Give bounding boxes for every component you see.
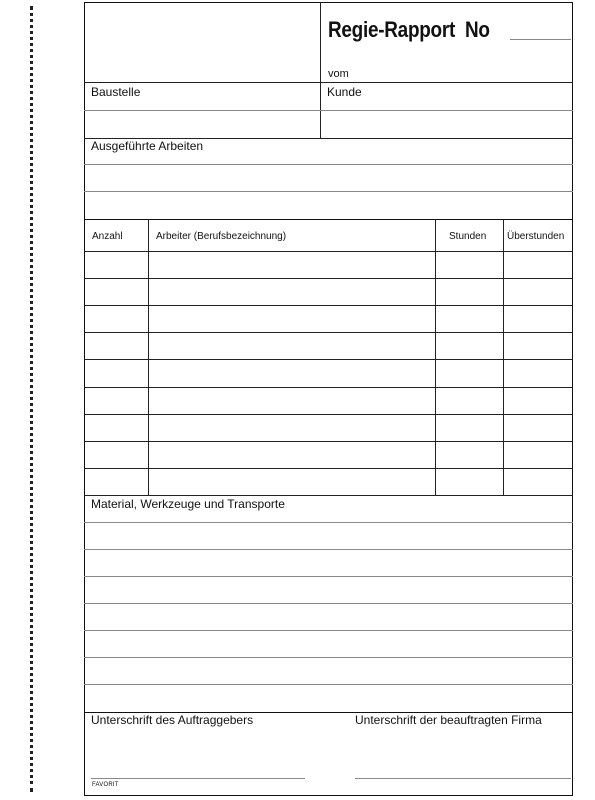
date-label: vom [328,68,349,80]
table-row[interactable] [84,468,573,469]
material-line[interactable] [84,657,573,658]
client-label: Kunde [327,85,362,99]
brand-mark: FAVORIT [92,782,119,788]
page-title [328,17,490,43]
table-row[interactable] [84,278,573,279]
table-row[interactable] [84,332,573,333]
client-signature-line[interactable] [91,778,305,779]
site-client-line-1[interactable] [84,110,573,111]
table-top-rule [84,219,573,220]
table-row[interactable] [84,387,573,388]
perforation-line [30,6,33,792]
table-row[interactable] [84,359,573,360]
contractor-signature-label: Unterschrift der beauftragten Firma [355,713,542,727]
contractor-signature-line[interactable] [355,778,571,779]
site-label: Baustelle [91,85,141,99]
work-line-1[interactable] [84,164,573,165]
work-line-2[interactable] [84,191,573,192]
table-row[interactable] [84,251,573,252]
column-header-hours: Stunden [449,231,487,242]
table-column-divider [503,219,504,495]
column-header-worker: Arbeiter (Berufsbezeichnung) [156,231,287,242]
material-line[interactable] [84,603,573,604]
table-row[interactable] [84,305,573,306]
work-label: Ausgeführte Arbeiten [91,139,204,153]
table-column-divider [435,219,436,495]
table-bottom-rule [84,495,573,496]
title-text: Regie-Rapport [328,17,455,42]
table-row[interactable] [84,414,573,415]
table-column-divider [148,219,149,495]
material-line[interactable] [84,630,573,631]
column-header-count: Anzahl [92,231,123,242]
number-field-line[interactable] [510,39,571,40]
material-label: Material, Werkzeuge und Transporte [91,497,285,511]
header-divider [320,2,321,82]
material-line[interactable] [84,576,573,577]
column-header-overtime: Überstunden [507,231,565,242]
form-frame [84,2,573,796]
material-line[interactable] [84,684,573,685]
header-bottom-rule [84,82,573,83]
material-line[interactable] [84,522,573,523]
table-row[interactable] [84,441,573,442]
number-label: No [464,17,490,42]
material-line[interactable] [84,549,573,550]
client-signature-label: Unterschrift des Auftraggebers [91,713,254,727]
